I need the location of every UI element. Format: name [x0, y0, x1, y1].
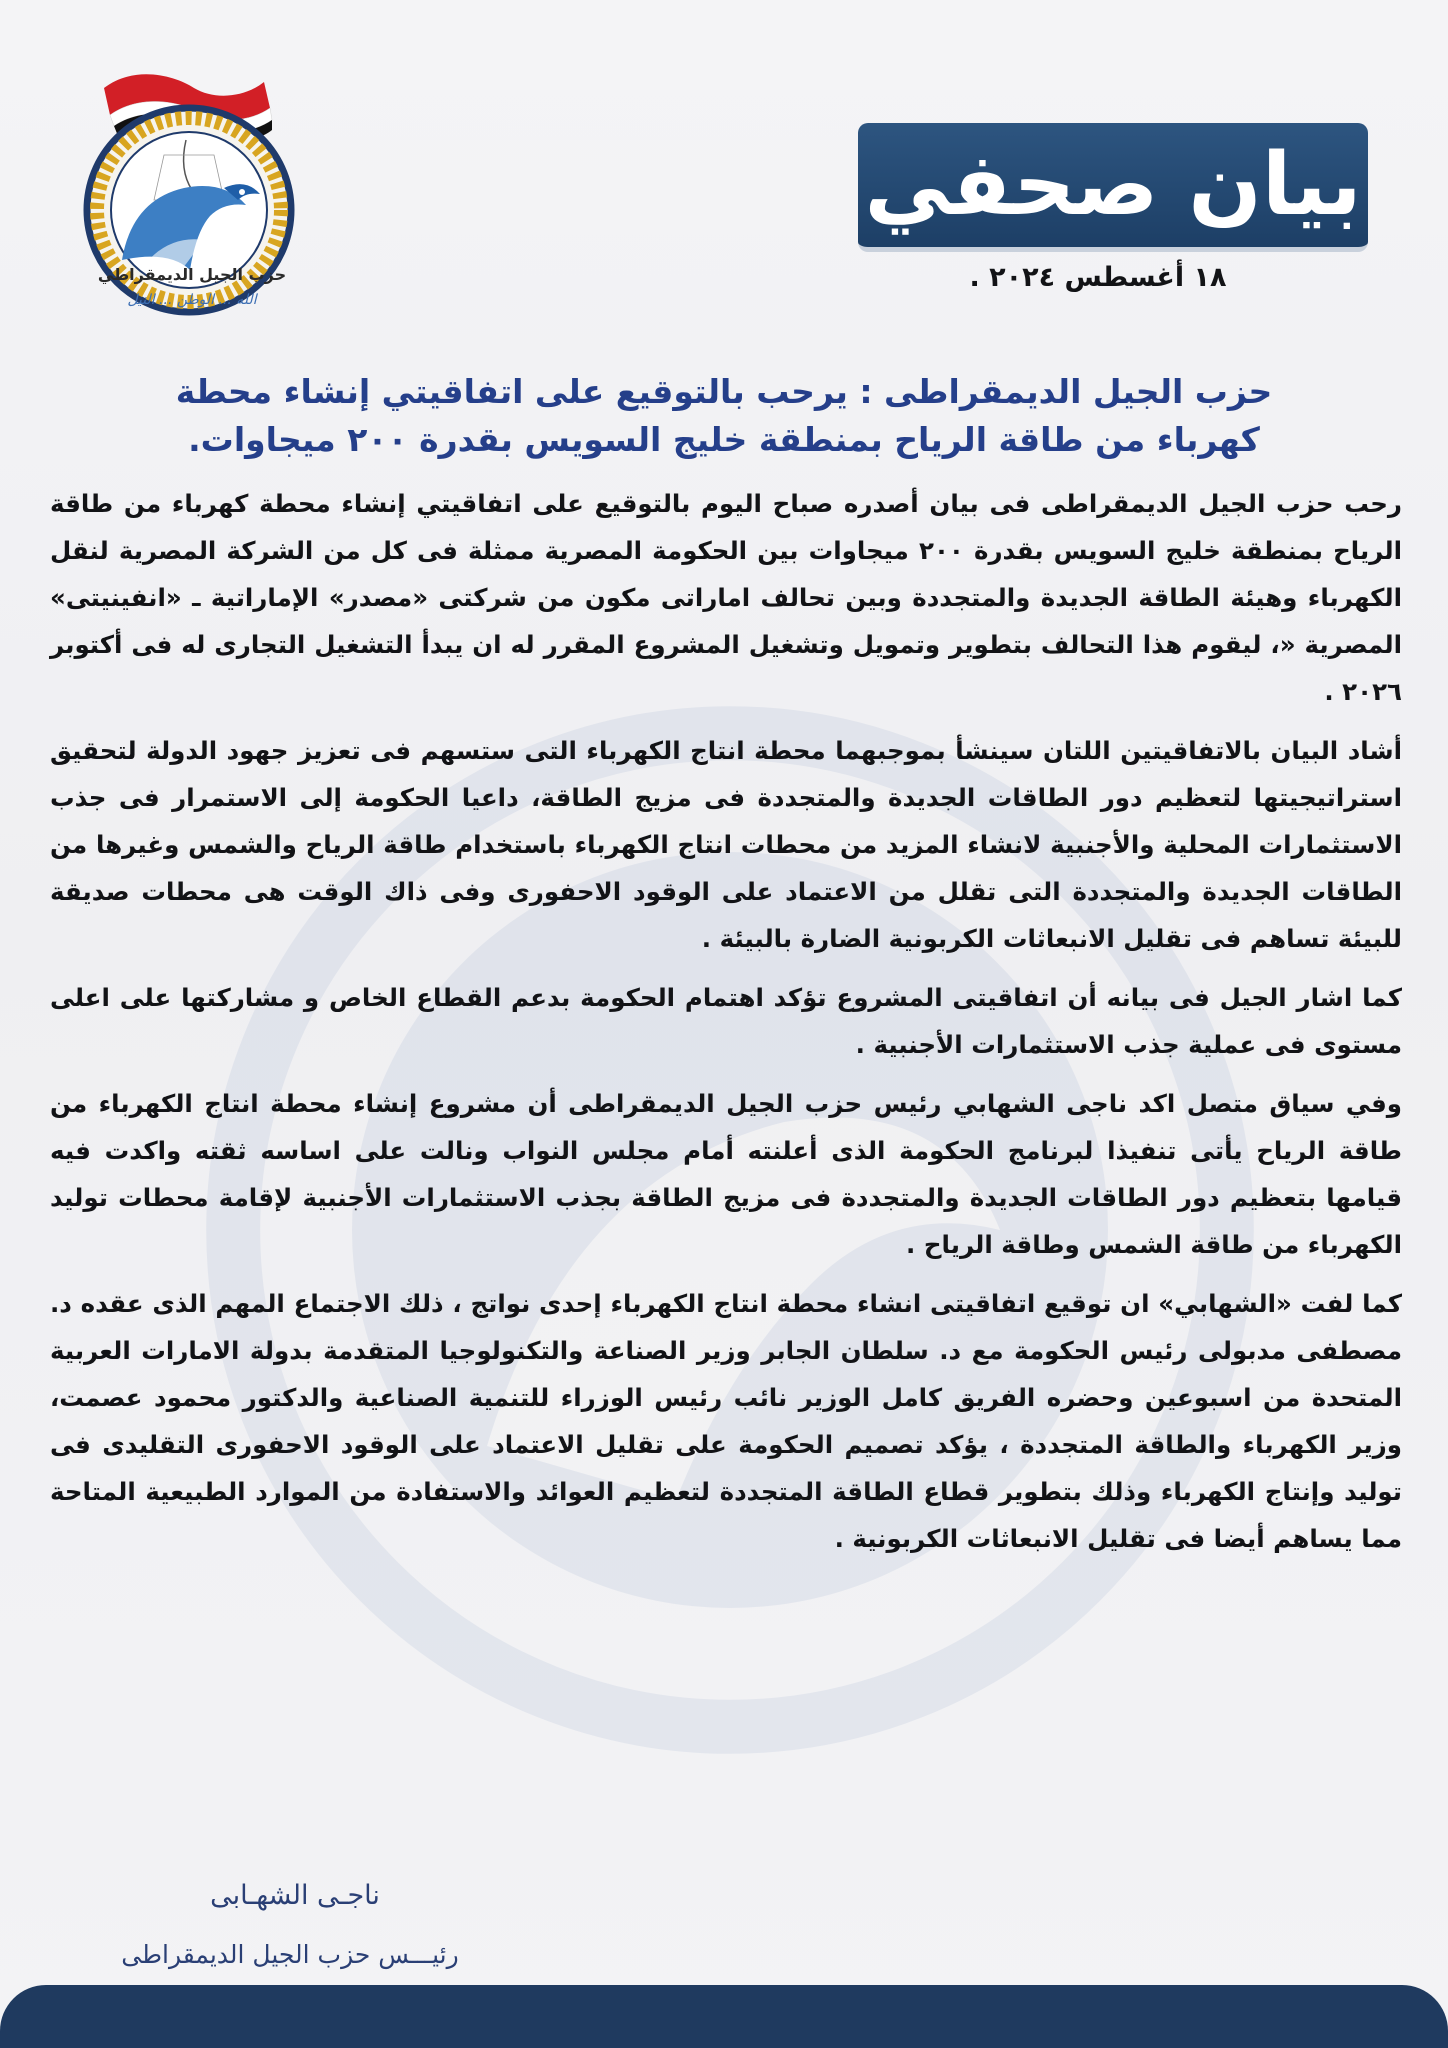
headline — [60, 368, 1388, 464]
article-body — [50, 480, 1402, 1574]
headline-line-2: كهرباء من طاقة الرياح بمنطقة خليج السويس بقدرة ٢٠٠ ميجاوات. — [188, 420, 1260, 459]
logo-name: حزب الجيل الديمقراطي — [97, 265, 287, 284]
paragraph-3: كما اشار الجيل فى بيانه أن اتفاقيتى المشروع تؤكد اهتمام الحكومة بدعم القطاع الخاص و مشاركتها على اعلى مستوى فى عملية جذب الاستثمارات الأجنبية . — [50, 983, 1402, 1059]
party-logo — [74, 60, 304, 340]
paragraph-5: كما لفت «الشهابي» ان توقيع اتفاقيتى انشاء محطة انتاج الكهرباء إحدى نواتج ، ذلك الاجتماع المهم الذى عقده د. مصطفى مدبولى رئيس الحكومة مع د. سلطان الجابر وزير الصناعة والتكنولوجيا المتقدمة بدولة الامارات العربية المتحدة من اسبوعين وحضره الفريق كامل الوزير نائب رئيس الوزراء للتنمية الصناعية والدكتور محمود عصمت، وزير الكهرباء والطاقة المتجددة ، يؤكد تصميم الحكومة على تقليل الاعتماد على الوقود الاحفورى التقليدى فى توليد وإنتاج الكهرباء وذلك بتطوير قطاع الطاقة المتجددة لتعظيم العوائد والاستفادة من الموارد الطبيعية المتاحة مما يساهم أيضا فى تقليل الانبعاثات الكربونية . — [50, 1289, 1402, 1553]
paragraph-1: رحب حزب الجيل الديمقراطى فى بيان أصدره صباح اليوم بالتوقيع على اتفاقيتي إنشاء محطة كهرباء من طاقة الرياح بمنطقة خليج السويس بقدرة ٢٠٠ ميجاوات بين الحكومة المصرية ممثلة فى كل من الشركة المصرية لنقل الكهرباء وهيئة الطاقة الجديدة والمتجددة وبين تحالف اماراتى مكون من شركتى «مصدر» الإماراتية ـ «انفينيتى» المصرية «، ليقوم هذا التحالف بتطوير وتمويل وتشغيل المشروع المقرر له ان يبدأ التشغيل التجارى له فى أكتوبر ٢٠٢٦ . — [50, 489, 1402, 706]
press-release-title-box — [858, 123, 1368, 252]
footer-band — [0, 1985, 1448, 2048]
paragraph-2: أشاد البيان بالاتفاقيتين اللتان سينشأ بموجبهما محطة انتاج الكهرباء التى ستسهم فى تعزيز جهود الدولة لتحقيق استراتيجيتها لتعظيم دور الطاقات الجديدة والمتجددة فى مزيج الطاقة، داعيا الحكومة إلى الاستمرار فى جذب الاستثمارات المحلية والأجنبية لانشاء المزيد من محطات انتاج الكهرباء باستخدام طاقة الرياح والشمس وغيرها من الطاقات الجديدة والمتجددة التى تقلل من الاعتماد على الوقود الاحفورى وفى ذاك الوقت هى محطات صديقة للبيئة تساهم فى تقليل الانبعاثات الكربونية الضارة بالبيئة . — [50, 736, 1402, 953]
logo-motto: الله ... الوطن ... النيل — [127, 292, 257, 308]
headline-line-1: حزب الجيل الديمقراطى : يرحب بالتوقيع على اتفاقيتي إنشاء محطة — [175, 372, 1273, 411]
release-date: ١٨ أغسطس ٢٠٢٤ . — [969, 262, 1227, 293]
paragraph-4: وفي سياق متصل اكد ناجى الشهابي رئيس حزب الجيل الديمقراطى أن مشروع إنشاء محطة انتاج الكهرباء من طاقة الرياح يأتى تنفيذا لبرنامج الحكومة الذى أعلنته أمام مجلس النواب ونالت على اساسه ثقته واكدت فيه قيامها بتعظيم دور الطاقات الجديدة والمتجددة فى مزيج الطاقة بجذب الاستثمارات الأجنبية لإقامة محطات توليد الكهرباء من طاقة الشمس وطاقة الرياح . — [50, 1089, 1402, 1259]
signature-title: رئيـــس حزب الجيل الديمقراطى — [121, 1940, 459, 1969]
signature-name: ناجـى الشهـابى — [210, 1880, 380, 1911]
page-title: بيان صحفي — [864, 135, 1362, 235]
